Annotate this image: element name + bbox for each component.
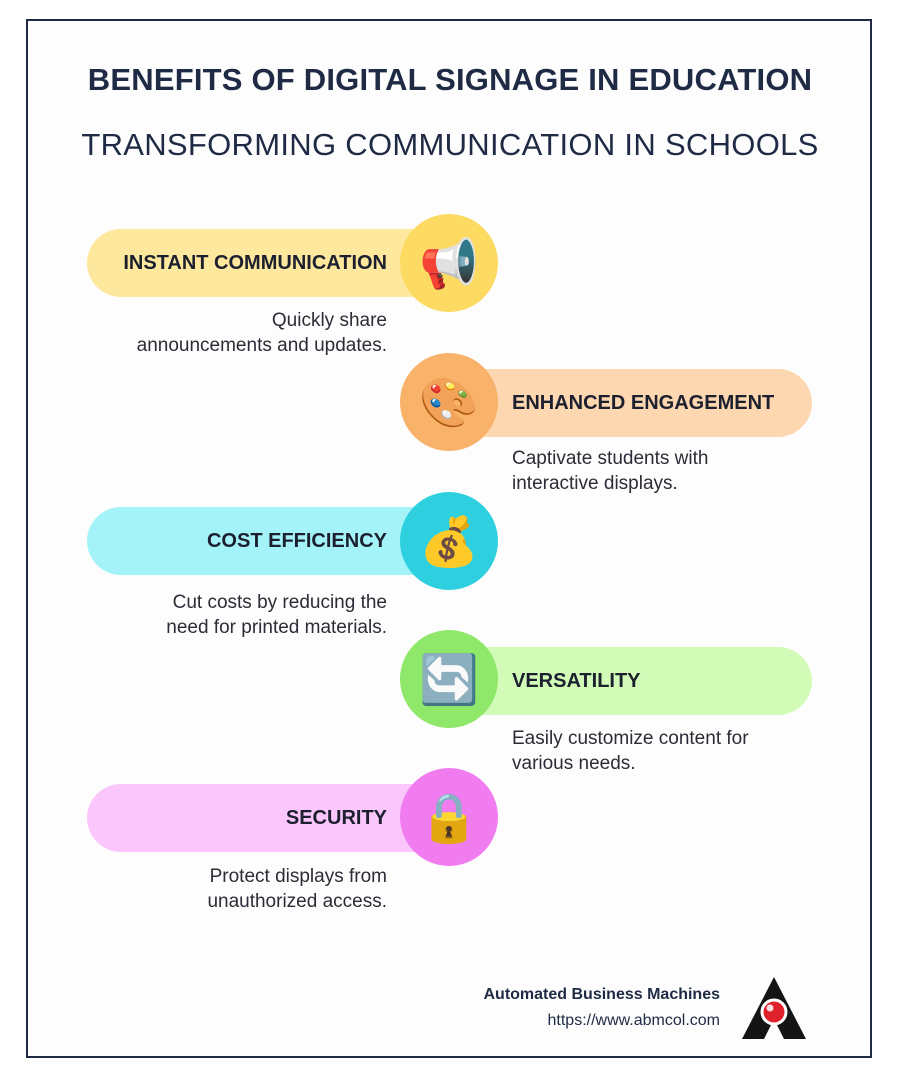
abm-logo-icon xyxy=(740,975,808,1041)
company-url[interactable]: https://www.abmcol.com xyxy=(547,1012,720,1029)
benefit-description: Quickly share announcements and updates. xyxy=(136,310,387,356)
megaphone-icon: 📢 xyxy=(400,214,498,312)
page-title: BENEFITS OF DIGITAL SIGNAGE IN EDUCATION xyxy=(87,62,813,97)
benefit-description: Cut costs by reducing the need for printed materials. xyxy=(166,592,387,638)
benefit-description: Easily customize content for various needs. xyxy=(512,728,749,774)
benefit-pill-versatility xyxy=(450,647,812,715)
benefit-pill-cost-efficiency xyxy=(87,507,447,575)
benefit-label: INSTANT COMMUNICATION xyxy=(123,251,387,274)
logo-dot-highlight xyxy=(767,1005,774,1012)
logo-red-dot xyxy=(762,1000,786,1024)
money-bag-icon: 💰 xyxy=(400,492,498,590)
palette-icon: 🎨 xyxy=(400,353,498,451)
refresh-icon: 🔄 xyxy=(400,630,498,728)
padlock-icon: 🔒 xyxy=(400,768,498,866)
benefit-description: Protect displays from unauthorized access. xyxy=(207,866,387,912)
benefit-description: Captivate students with interactive displays. xyxy=(512,448,709,494)
benefit-label: ENHANCED ENGAGEMENT xyxy=(512,391,775,414)
benefit-label: COST EFFICIENCY xyxy=(206,529,387,552)
benefit-label: VERSATILITY xyxy=(512,669,641,692)
benefit-label: SECURITY xyxy=(285,806,387,829)
benefit-pill-enhanced-engagement xyxy=(450,369,812,437)
page-subtitle: TRANSFORMING COMMUNICATION IN SCHOOLS xyxy=(81,127,819,162)
benefit-pill-security xyxy=(87,784,447,852)
company-name: Automated Business Machines xyxy=(483,986,720,1003)
benefit-pill-instant-communication xyxy=(87,229,447,297)
